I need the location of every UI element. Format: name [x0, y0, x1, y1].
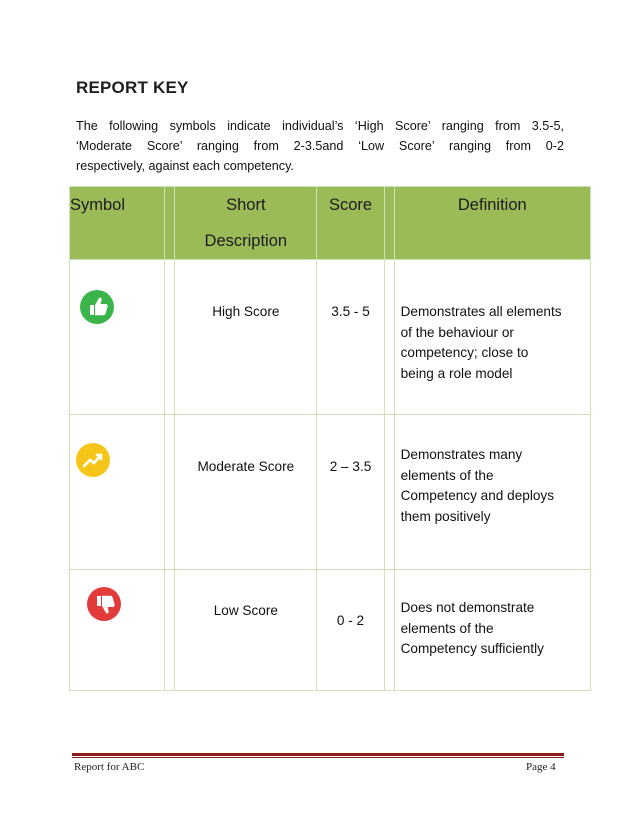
definition-line: elements of the — [400, 620, 494, 636]
header-spacer — [165, 187, 175, 260]
thumbs-down-icon — [87, 587, 121, 621]
header-score: Score — [317, 187, 384, 260]
table-header-row — [70, 187, 591, 260]
header-short-description — [175, 187, 317, 260]
short-description-cell — [175, 260, 317, 415]
short-description-cell — [175, 415, 317, 570]
spacer-cell — [165, 570, 175, 691]
short-description: Low Score — [213, 603, 278, 618]
footer-report-name: Report for ABC — [74, 761, 145, 773]
header-short-description-line: Short — [226, 196, 266, 214]
thumbs-up-icon — [80, 290, 114, 324]
score-range: 2 – 3.5 — [329, 459, 372, 474]
definition-line: competency; close to — [400, 345, 529, 360]
spacer-cell — [165, 260, 175, 415]
definition-line: Competency and deploys — [400, 488, 554, 503]
score-range: 3.5 - 5 — [331, 304, 370, 319]
table-row — [70, 260, 591, 415]
score-cell — [317, 570, 384, 691]
definition-line: being a role model — [400, 365, 513, 381]
footer-rule — [72, 753, 564, 756]
definition-line: Competency sufficiently — [400, 641, 544, 656]
definition-line: them positively — [400, 508, 491, 524]
trending-up-icon — [76, 443, 110, 477]
score-range: 0 - 2 — [336, 613, 365, 628]
short-description: High Score — [212, 304, 280, 319]
footer-rule-thin — [72, 757, 564, 758]
spacer-cell — [384, 260, 394, 415]
short-description: Moderate Score — [197, 459, 295, 474]
definition-cell — [394, 260, 590, 415]
intro-paragraph — [76, 116, 564, 176]
section-title: REPORT KEY — [76, 78, 189, 97]
definition-line: Demonstrates many — [400, 447, 523, 462]
spacer-cell — [384, 570, 394, 691]
header-symbol: Symbol — [70, 187, 165, 260]
report-key-table — [69, 186, 591, 691]
table-row — [70, 570, 591, 691]
definition-cell — [394, 570, 590, 691]
intro-line: respectively, against each competency. — [76, 159, 294, 173]
score-cell — [317, 415, 384, 570]
table-row — [70, 415, 591, 570]
definition-line: elements of the — [400, 467, 494, 483]
spacer-cell — [165, 415, 175, 570]
definition-line: of the behaviour or — [400, 324, 514, 340]
intro-line: The following symbols indicate individual’s ‘High Score’ ranging from 3.5-5, — [76, 119, 564, 133]
header-definition: Definition — [394, 187, 590, 260]
spacer-cell — [384, 415, 394, 570]
footer-page-number: Page 4 — [526, 761, 556, 773]
definition-cell — [394, 415, 590, 570]
score-cell — [317, 260, 384, 415]
symbol-cell — [70, 570, 165, 691]
short-description-cell — [175, 570, 317, 691]
symbol-cell — [70, 415, 165, 570]
header-short-description-line: Description — [204, 232, 288, 250]
header-spacer — [384, 187, 394, 260]
definition-line: Does not demonstrate — [400, 600, 535, 615]
definition-line: Demonstrates all elements — [400, 304, 562, 319]
intro-line: ‘Moderate Score’ ranging from 2-3.5and ‘Low Score’ ranging from 0-2 — [76, 139, 564, 153]
symbol-cell — [70, 260, 165, 415]
